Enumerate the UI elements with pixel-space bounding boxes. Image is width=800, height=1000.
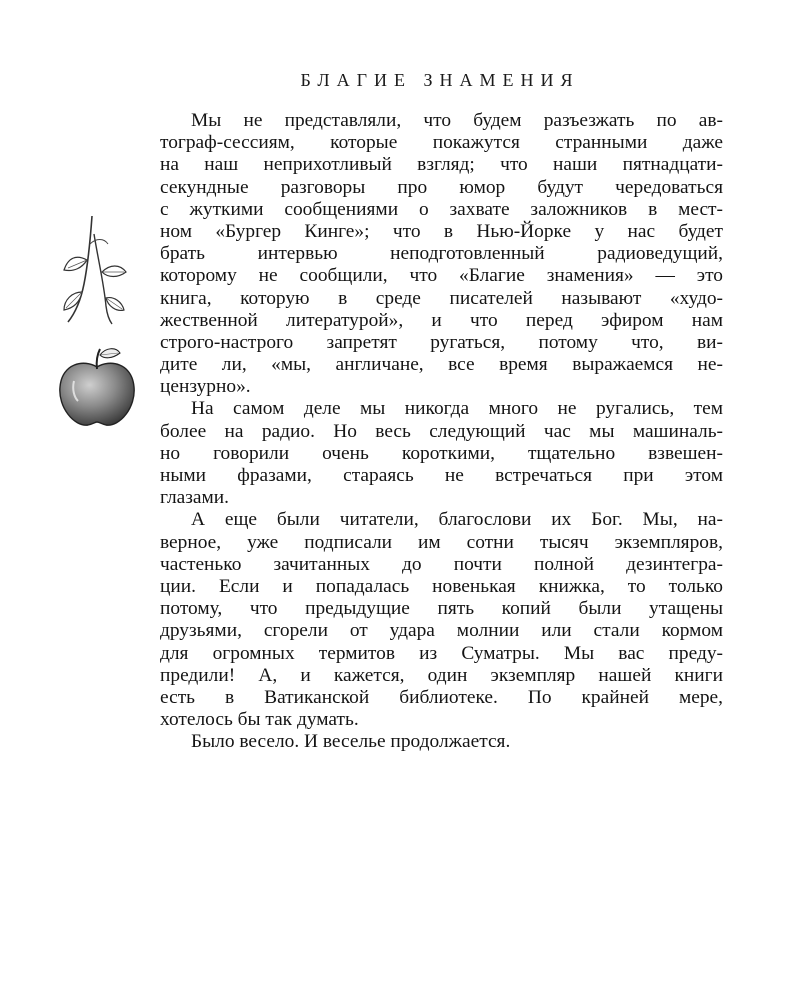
text-line: А еще были читатели, благослови их Бог. Мы, на-	[191, 509, 723, 531]
branch-icon	[54, 214, 134, 326]
paragraph-2	[160, 398, 723, 509]
text-line: тограф-сессиям, которые покажутся странными даже	[160, 132, 723, 154]
text-line: Мы не представляли, что будем разъезжать по ав-	[191, 110, 723, 131]
text-line: хотелось бы так думать.	[160, 709, 359, 731]
apple-icon	[54, 345, 140, 429]
body-text	[160, 110, 723, 753]
text-line: ции. Если и попадалась новенькая книжка, то только	[160, 575, 723, 597]
text-line: более на радио. Но весь следующий час мы машиналь-	[160, 420, 723, 442]
paragraph-4	[160, 731, 723, 753]
paragraph-1	[160, 110, 723, 398]
text-line: на наш неприхотливый взгляд; что наши пятнадцати-	[160, 154, 723, 176]
text-line: секундные разговоры про юмор будут чередоваться	[160, 176, 723, 198]
text-line: верное, уже подписали им сотни тысяч экземпляров,	[160, 531, 723, 553]
text-line: ными фразами, стараясь не встречаться при этом	[160, 465, 723, 486]
text-line: есть в Ватиканской библиотеке. По крайней мере,	[160, 686, 723, 708]
text-line: цензурно».	[160, 376, 251, 398]
text-line: книга, которую в среде писателей называют «худо-	[160, 287, 723, 309]
text-line: которому не сообщили, что «Благие знамения» — это	[160, 265, 723, 287]
text-line: дите ли, «мы, англичане, все время выражаемся не-	[160, 354, 723, 376]
text-line: но говорили очень короткими, тщательно взвешен-	[160, 442, 723, 464]
text-line: Было весело. И веселье продолжается.	[191, 731, 511, 753]
text-line: ном «Бургер Кинге»; что в Нью-Йорке у нас будет	[160, 220, 723, 242]
text-line: брать интервью неподготовленный радиоведущий,	[160, 243, 723, 265]
text-line: глазами.	[160, 487, 230, 509]
running-head: БЛАГИЕ ЗНАМЕНИЯ	[300, 70, 580, 90]
text-line: частенько зачитанных до почти полной дезинтегра-	[160, 553, 723, 575]
text-line: с жуткими сообщениями о захвате заложников в мест-	[160, 198, 723, 220]
text-line: потому, что предыдущие пять копий были утащены	[160, 598, 723, 620]
text-line: друзьями, сгорели от удара молнии или стали кормом	[160, 620, 723, 642]
text-line: предили! А, и кажется, один экземпляр нашей книги	[160, 664, 723, 686]
paragraph-3	[160, 509, 723, 731]
text-line: для огромных термитов из Суматры. Мы вас преду-	[160, 642, 723, 664]
text-line: На самом деле мы никогда много не ругались, тем	[191, 398, 723, 420]
text-line: строго-настрого запретят ругаться, потому что, ви-	[160, 331, 723, 353]
text-line: жественной литературой», и что перед эфиром нам	[160, 309, 723, 331]
